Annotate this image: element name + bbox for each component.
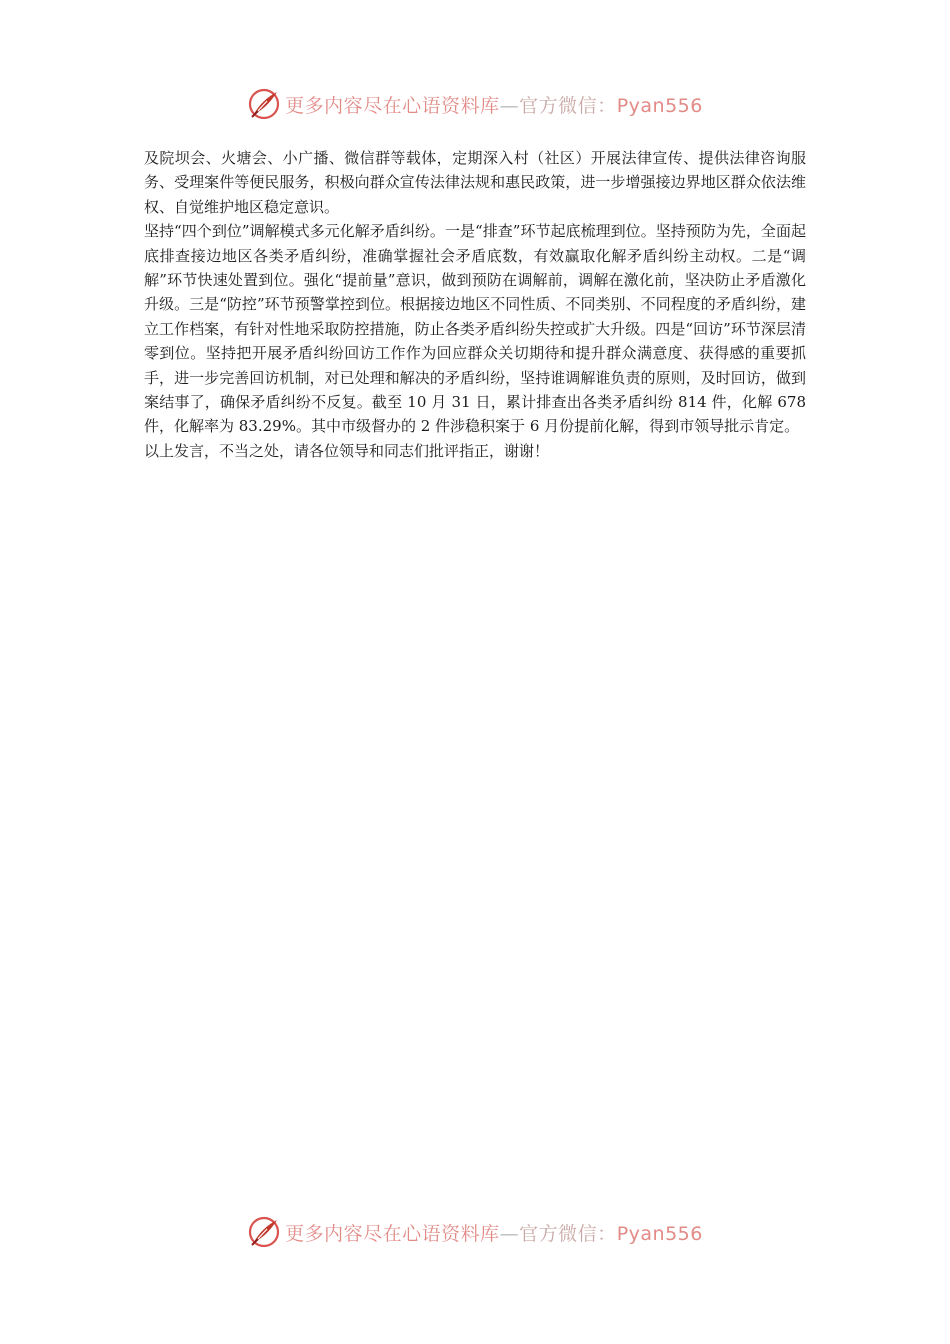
quill-logo-icon [247, 87, 281, 121]
watermark-brand: 更多内容尽在心语资料库 [285, 94, 500, 117]
watermark-text [285, 91, 703, 118]
footer-watermark [0, 1212, 950, 1252]
watermark-wechat-label: 官方微信： [519, 1222, 617, 1245]
document-body [144, 146, 806, 463]
watermark-wechat-id: Pyan556 [616, 1222, 703, 1245]
paragraph-2: 坚持“四个到位”调解模式多元化解矛盾纠纷。一是“排查”环节起底梳理到位。坚持预防为先，全面起底排查接边地区各类矛盾纠纷，准确掌握社会矛盾底数，有效赢取化解矛盾纠纷主动权。二是“调解”环节快速处置到位。强化“提前量”意识，做到预防在调解前，调解在激化前，坚决防止矛盾激化升级。三是“防控”环节预警掌控到位。根据接边地区不同性质、不同类别、不同程度的矛盾纠纷，建立工作档案，有针对性地采取防控措施，防止各类矛盾纠纷失控或扩大升级。四是“回访”环节深层清零到位。坚持把开展矛盾纠纷回访工作作为回应群众关切期待和提升群众满意度、获得感的重要抓手，进一步完善回访机制，对已处理和解决的矛盾纠纷，坚持谁调解谁负责的原则，及时回访，做到案结事了，确保矛盾纠纷不反复。截至 10 月 31 日，累计排查出各类矛盾纠纷 814 件，化解 678 件，化解率为 83.29%。其中市级督办的 2 件涉稳积案于 6 月份提前化解，得到市领导批示肯定。 [144, 222, 806, 436]
watermark-dash: — [499, 94, 520, 117]
quill-logo-icon [247, 1215, 281, 1249]
watermark-wechat-id: Pyan556 [616, 94, 703, 117]
watermark-dash: — [499, 1222, 520, 1245]
watermark-wechat-label: 官方微信： [519, 94, 617, 117]
watermark-brand: 更多内容尽在心语资料库 [285, 1222, 500, 1245]
watermark-text [285, 1219, 703, 1246]
paragraph-3: 以上发言，不当之处，请各位领导和同志们批评指正，谢谢！ [144, 441, 550, 460]
header-watermark [0, 84, 950, 124]
paragraph-1: 及院坝会、火塘会、小广播、微信群等载体，定期深入村（社区）开展法律宣传、提供法律咨询服务、受理案件等便民服务，积极向群众宣传法律法规和惠民政策，进一步增强接边界地区群众依法维权、自觉维护地区稳定意识。 [144, 149, 806, 216]
